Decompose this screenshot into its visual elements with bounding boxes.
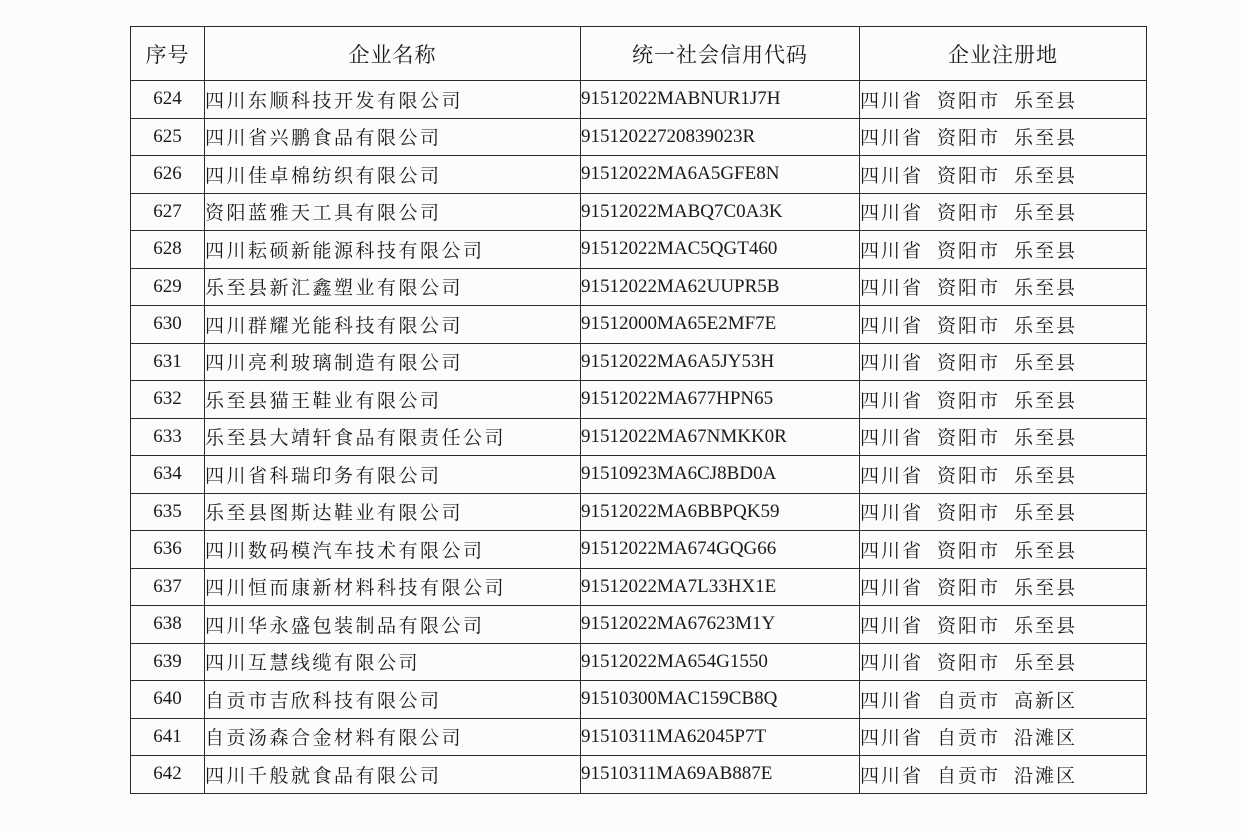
row-seq-cell: 626 [131, 156, 205, 194]
row-name-cell: 四川亮利玻璃制造有限公司 [205, 343, 581, 381]
table-row [131, 156, 1147, 194]
row-code-cell: 91512022MABQ7C0A3K [581, 193, 860, 231]
location-province: 四川省 [860, 389, 924, 412]
row-location-cell [860, 343, 1147, 381]
row-code-cell: 91512022MABNUR1J7H [581, 81, 860, 119]
row-location-cell [860, 531, 1147, 569]
table-row [131, 231, 1147, 269]
row-code-cell: 91512022MA67NMKK0R [581, 418, 860, 456]
location-city: 资阳市 [937, 464, 1001, 487]
table-row [131, 118, 1147, 156]
row-code-cell: 91512022MAC5QGT460 [581, 231, 860, 269]
row-location-cell [860, 81, 1147, 119]
location-city: 资阳市 [937, 539, 1001, 562]
row-code-cell: 91510311MA69AB887E [581, 756, 860, 794]
row-name-cell: 四川数码模汽车技术有限公司 [205, 531, 581, 569]
row-seq-cell: 640 [131, 681, 205, 719]
location-city: 资阳市 [937, 89, 1001, 112]
row-code-cell: 91510923MA6CJ8BD0A [581, 456, 860, 494]
row-seq-cell: 633 [131, 418, 205, 456]
location-city: 资阳市 [937, 389, 1001, 412]
row-seq-cell: 625 [131, 118, 205, 156]
location-province: 四川省 [860, 689, 924, 712]
row-location-cell [860, 156, 1147, 194]
row-location-cell [860, 493, 1147, 531]
row-location-cell [860, 756, 1147, 794]
location-county: 乐至县 [1014, 427, 1078, 450]
row-name-cell: 四川耘硕新能源科技有限公司 [205, 231, 581, 269]
row-location-cell [860, 193, 1147, 231]
row-location-cell [860, 456, 1147, 494]
location-city: 自贡市 [937, 689, 1001, 712]
table-row [131, 681, 1147, 719]
location-province: 四川省 [860, 127, 924, 150]
row-location-cell [860, 418, 1147, 456]
row-location-cell [860, 643, 1147, 681]
table-body [131, 81, 1147, 794]
row-location-cell [860, 718, 1147, 756]
location-city: 资阳市 [937, 277, 1001, 300]
row-name-cell: 资阳蓝雅天工具有限公司 [205, 193, 581, 231]
row-location-cell [860, 606, 1147, 644]
row-seq-cell: 641 [131, 718, 205, 756]
location-county: 沿滩区 [1014, 727, 1078, 750]
location-county: 乐至县 [1014, 314, 1078, 337]
location-city: 资阳市 [937, 164, 1001, 187]
location-province: 四川省 [860, 539, 924, 562]
enterprise-table [130, 26, 1147, 794]
row-seq-cell: 627 [131, 193, 205, 231]
row-code-cell: 91510300MAC159CB8Q [581, 681, 860, 719]
header-seq: 序号 [131, 27, 205, 81]
location-city: 资阳市 [937, 427, 1001, 450]
location-city: 自贡市 [937, 764, 1001, 787]
row-seq-cell: 631 [131, 343, 205, 381]
row-seq-cell: 629 [131, 268, 205, 306]
table-row [131, 381, 1147, 419]
row-code-cell: 91512022MA62UUPR5B [581, 268, 860, 306]
location-county: 乐至县 [1014, 577, 1078, 600]
table-row [131, 718, 1147, 756]
row-location-cell [860, 268, 1147, 306]
row-name-cell: 乐至县猫王鞋业有限公司 [205, 381, 581, 419]
table-row [131, 493, 1147, 531]
row-code-cell: 91512022MA7L33HX1E [581, 568, 860, 606]
row-location-cell [860, 381, 1147, 419]
table-row [131, 568, 1147, 606]
row-seq-cell: 639 [131, 643, 205, 681]
row-code-cell: 91512022MA674GQG66 [581, 531, 860, 569]
row-name-cell: 四川恒而康新材料科技有限公司 [205, 568, 581, 606]
location-county: 乐至县 [1014, 464, 1078, 487]
location-city: 资阳市 [937, 614, 1001, 637]
row-location-cell [860, 568, 1147, 606]
location-county: 乐至县 [1014, 277, 1078, 300]
location-county: 乐至县 [1014, 389, 1078, 412]
row-location-cell [860, 681, 1147, 719]
location-province: 四川省 [860, 727, 924, 750]
table-row [131, 456, 1147, 494]
location-province: 四川省 [860, 614, 924, 637]
location-city: 资阳市 [937, 314, 1001, 337]
location-city: 资阳市 [937, 502, 1001, 525]
row-name-cell: 乐至县图斯达鞋业有限公司 [205, 493, 581, 531]
location-city: 资阳市 [937, 202, 1001, 225]
table-row [131, 193, 1147, 231]
row-name-cell: 自贡市吉欣科技有限公司 [205, 681, 581, 719]
location-county: 乐至县 [1014, 652, 1078, 675]
location-province: 四川省 [860, 652, 924, 675]
table-header [131, 27, 1147, 81]
header-location: 企业注册地 [860, 27, 1147, 81]
row-seq-cell: 634 [131, 456, 205, 494]
location-province: 四川省 [860, 764, 924, 787]
row-code-cell: 91512022MA67623M1Y [581, 606, 860, 644]
table-row [131, 81, 1147, 119]
location-province: 四川省 [860, 277, 924, 300]
row-code-cell: 91512022MA654G1550 [581, 643, 860, 681]
row-name-cell: 四川东顺科技开发有限公司 [205, 81, 581, 119]
row-code-cell: 91512022MA677HPN65 [581, 381, 860, 419]
row-code-cell: 91512022MA6BBPQK59 [581, 493, 860, 531]
location-province: 四川省 [860, 502, 924, 525]
table-row [131, 531, 1147, 569]
row-seq-cell: 624 [131, 81, 205, 119]
row-seq-cell: 638 [131, 606, 205, 644]
row-name-cell: 四川互慧线缆有限公司 [205, 643, 581, 681]
location-county: 乐至县 [1014, 614, 1078, 637]
location-county: 乐至县 [1014, 164, 1078, 187]
table-row [131, 418, 1147, 456]
row-name-cell: 四川佳卓棉纺织有限公司 [205, 156, 581, 194]
table-row [131, 268, 1147, 306]
row-code-cell: 91512000MA65E2MF7E [581, 306, 860, 344]
location-county: 乐至县 [1014, 239, 1078, 262]
location-county: 乐至县 [1014, 89, 1078, 112]
row-seq-cell: 636 [131, 531, 205, 569]
row-seq-cell: 628 [131, 231, 205, 269]
location-province: 四川省 [860, 427, 924, 450]
row-seq-cell: 632 [131, 381, 205, 419]
row-name-cell: 四川省兴鹏食品有限公司 [205, 118, 581, 156]
table-row [131, 606, 1147, 644]
table-row [131, 643, 1147, 681]
row-name-cell: 四川群耀光能科技有限公司 [205, 306, 581, 344]
row-code-cell: 91512022MA6A5JY53H [581, 343, 860, 381]
row-name-cell: 乐至县新汇鑫塑业有限公司 [205, 268, 581, 306]
location-county: 乐至县 [1014, 127, 1078, 150]
row-code-cell: 91512022720839023R [581, 118, 860, 156]
location-county: 乐至县 [1014, 539, 1078, 562]
location-city: 资阳市 [937, 127, 1001, 150]
row-seq-cell: 642 [131, 756, 205, 794]
row-location-cell [860, 306, 1147, 344]
table-row [131, 306, 1147, 344]
location-province: 四川省 [860, 239, 924, 262]
location-province: 四川省 [860, 164, 924, 187]
table-row [131, 343, 1147, 381]
row-seq-cell: 635 [131, 493, 205, 531]
row-seq-cell: 630 [131, 306, 205, 344]
row-code-cell: 91510311MA62045P7T [581, 718, 860, 756]
location-province: 四川省 [860, 464, 924, 487]
location-province: 四川省 [860, 352, 924, 375]
location-province: 四川省 [860, 577, 924, 600]
row-name-cell: 四川千般就食品有限公司 [205, 756, 581, 794]
location-city: 资阳市 [937, 652, 1001, 675]
location-city: 资阳市 [937, 352, 1001, 375]
location-county: 乐至县 [1014, 352, 1078, 375]
row-name-cell: 自贡汤森合金材料有限公司 [205, 718, 581, 756]
row-location-cell [860, 118, 1147, 156]
row-location-cell [860, 231, 1147, 269]
row-name-cell: 四川华永盛包装制品有限公司 [205, 606, 581, 644]
header-code: 统一社会信用代码 [581, 27, 860, 81]
header-name: 企业名称 [205, 27, 581, 81]
row-name-cell: 四川省科瑞印务有限公司 [205, 456, 581, 494]
location-county: 乐至县 [1014, 502, 1078, 525]
table-row [131, 756, 1147, 794]
row-code-cell: 91512022MA6A5GFE8N [581, 156, 860, 194]
location-city: 自贡市 [937, 727, 1001, 750]
row-name-cell: 乐至县大靖轩食品有限责任公司 [205, 418, 581, 456]
location-county: 沿滩区 [1014, 764, 1078, 787]
location-city: 资阳市 [937, 577, 1001, 600]
location-county: 高新区 [1014, 689, 1078, 712]
location-province: 四川省 [860, 89, 924, 112]
location-city: 资阳市 [937, 239, 1001, 262]
location-province: 四川省 [860, 314, 924, 337]
location-county: 乐至县 [1014, 202, 1078, 225]
row-seq-cell: 637 [131, 568, 205, 606]
header-row [131, 27, 1147, 81]
location-province: 四川省 [860, 202, 924, 225]
